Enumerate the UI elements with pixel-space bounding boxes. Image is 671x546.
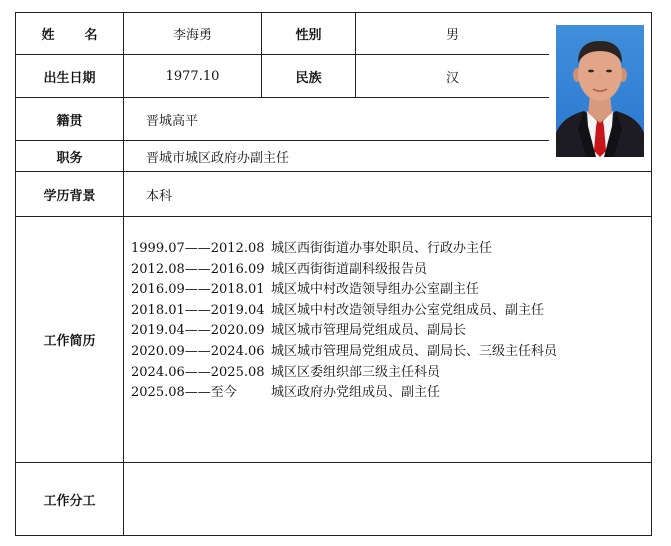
value-birth: 1977.10	[123, 54, 262, 98]
list-item	[131, 383, 651, 404]
history-period: 2012.08——2016.09	[131, 261, 265, 277]
photo-cell	[549, 12, 652, 172]
history-period: 1999.07——2012.08	[131, 241, 265, 256]
label-gender: 性别	[261, 12, 356, 55]
value-ethnicity: 汉	[355, 54, 550, 98]
history-role: 城区西街街道办事处职员、行政办主任	[271, 241, 493, 256]
list-item	[131, 363, 651, 384]
value-work-division	[123, 462, 652, 536]
history-role: 城区城市管理局党组成员、副局长	[271, 323, 467, 339]
portrait-illustration	[556, 25, 644, 157]
label-work-division: 工作分工	[15, 462, 124, 536]
list-item	[131, 239, 651, 260]
label-ethnicity: 民族	[261, 54, 356, 98]
work-history-list	[123, 216, 652, 463]
value-name: 李海勇	[123, 12, 262, 55]
history-role: 城区区委组织部三级主任科员	[271, 364, 441, 380]
history-role: 城区城市管理局党组成员、副局长、三级主任科员	[271, 343, 558, 359]
list-item	[131, 301, 651, 322]
list-item	[131, 280, 651, 301]
list-item	[131, 342, 651, 363]
label-education: 学历背景	[15, 171, 124, 217]
portrait-photo	[556, 25, 644, 157]
history-period: 2024.06——2025.08	[131, 364, 265, 380]
value-native-place: 晋城高平	[123, 97, 550, 141]
label-native-place: 籍贯	[15, 97, 124, 141]
label-position: 职务	[15, 140, 124, 172]
value-position: 晋城市城区政府办副主任	[123, 140, 550, 172]
list-item	[131, 260, 651, 281]
label-work-history: 工作简历	[15, 216, 124, 463]
history-period: 2016.09——2018.01	[131, 282, 265, 298]
history-period: 2019.04——2020.09	[131, 323, 265, 339]
label-name	[15, 12, 128, 55]
history-role: 城区城中村改造领导组办公室党组成员、副主任	[271, 302, 545, 318]
history-period: 2020.09——2024.06	[131, 343, 265, 359]
history-role: 城区西街街道副科级报告员	[271, 261, 428, 277]
label-birth: 出生日期	[15, 54, 124, 98]
list-item	[131, 321, 651, 342]
history-role: 城区城中村改造领导组办公室副主任	[271, 282, 480, 298]
history-role: 城区政府办党组成员、副主任	[271, 385, 441, 401]
value-gender: 男	[355, 12, 550, 55]
history-period: 2025.08——至今	[131, 385, 237, 401]
label-name-text: 姓名	[41, 28, 128, 43]
history-period: 2018.01——2019.04	[131, 302, 265, 318]
value-education: 本科	[123, 171, 652, 217]
